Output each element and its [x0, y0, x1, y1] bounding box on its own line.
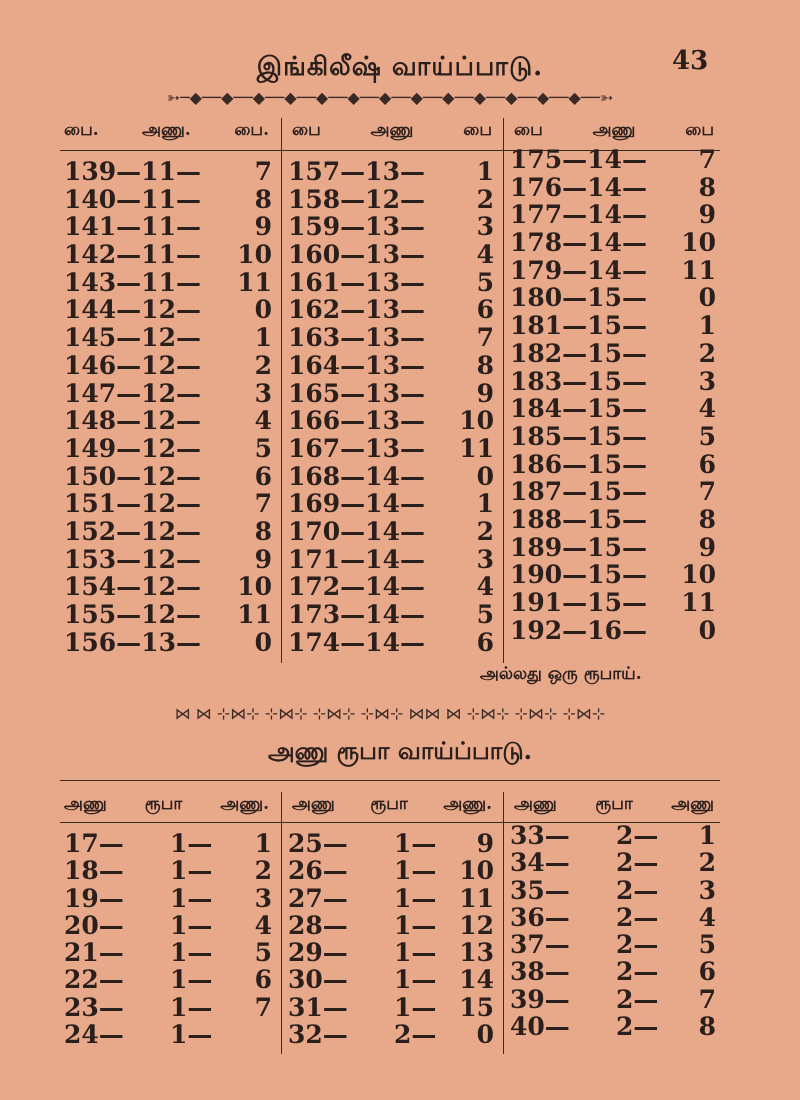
row-amount: 180—15— [510, 283, 647, 313]
table-row [288, 241, 494, 269]
table-row [510, 877, 716, 904]
table-row [288, 966, 494, 993]
row-anna-remainder: 14 [459, 965, 494, 995]
table2-column-3 [510, 822, 716, 1040]
row-amount: 187—15— [510, 477, 647, 507]
row-pie-value: 11 [681, 255, 716, 285]
row-amount: 190—15— [510, 560, 647, 590]
row-rupee: 2— [616, 984, 659, 1014]
row-pie-value: 2 [476, 516, 494, 546]
row-anna: 39— [510, 984, 570, 1014]
row-pie-value: 3 [698, 366, 716, 396]
row-anna-remainder: 2 [254, 856, 272, 886]
row-amount: 146—12— [64, 350, 201, 380]
top-ornament-rule: ➳─◆──◆──◆──◆──◆──◆──◆──◆──◆──◆──◆──◆──◆──➳ [166, 88, 614, 107]
row-amount: 175—14— [510, 145, 647, 174]
row-amount: 159—13— [288, 212, 425, 242]
row-anna-remainder: 5 [698, 930, 716, 960]
table2-header-2 [292, 794, 492, 816]
table-row [288, 463, 494, 491]
row-pie-value: 8 [476, 350, 494, 380]
page-title: இங்கிலீஷ் வாய்ப்பாடு. [256, 52, 544, 82]
table-row [288, 407, 494, 435]
row-pie-value: 0 [254, 295, 272, 325]
row-anna-remainder: 7 [254, 992, 272, 1022]
row-pie-value: 7 [254, 489, 272, 519]
table-row [288, 296, 494, 324]
row-anna-remainder: 11 [459, 883, 494, 913]
table-row [288, 158, 494, 186]
row-anna-remainder: 4 [254, 910, 272, 940]
table-row [510, 423, 716, 451]
table-row [510, 1013, 716, 1040]
header-cell: பை [292, 120, 321, 140]
row-anna-remainder: 6 [254, 965, 272, 995]
table-row [510, 617, 716, 645]
row-pie-value: 10 [237, 240, 272, 270]
row-amount: 174—14— [288, 627, 425, 657]
row-rupee: 2— [616, 902, 659, 932]
table1-column-1 [64, 158, 272, 656]
table-row [510, 904, 716, 931]
row-pie-value: 5 [476, 600, 494, 629]
row-anna: 24— [64, 1020, 124, 1050]
row-amount: 142—11— [64, 240, 201, 270]
row-pie-value: 0 [698, 283, 716, 313]
table1-column-3 [510, 146, 716, 644]
table-row [64, 158, 272, 186]
table-row [64, 857, 272, 884]
row-rupee: 1— [170, 965, 213, 995]
table-row [288, 629, 494, 657]
table-row [510, 229, 716, 257]
row-pie-value: 7 [698, 477, 716, 507]
row-anna: 40— [510, 1012, 570, 1042]
row-anna-remainder: 10 [459, 856, 494, 886]
row-anna-remainder: 9 [476, 829, 494, 858]
row-amount: 147—12— [64, 378, 201, 408]
row-pie-value: 5 [476, 267, 494, 297]
row-anna-remainder: 1 [698, 821, 716, 850]
section-subtitle: அணு ரூபா வாய்ப்பாடு. [267, 736, 533, 765]
header-cell: அணு. [142, 120, 191, 140]
table-row [64, 966, 272, 993]
row-amount: 161—13— [288, 267, 425, 297]
row-pie-value: 9 [254, 212, 272, 242]
row-pie-value: 9 [254, 544, 272, 574]
row-rupee: 1— [170, 883, 213, 913]
header-cell: அணு. [443, 794, 492, 814]
table-row [64, 324, 272, 352]
table-row [64, 629, 272, 657]
row-pie-value: 1 [254, 323, 272, 353]
table2-header-1 [64, 794, 269, 816]
row-anna: 18— [64, 856, 124, 886]
row-rupee: 1— [394, 992, 437, 1022]
row-rupee: 1— [170, 1020, 213, 1050]
table1-divider-2 [503, 118, 504, 663]
table-row [64, 830, 272, 857]
table-row [510, 340, 716, 368]
table-row [64, 1021, 272, 1048]
row-pie-value: 4 [476, 572, 494, 602]
table1-header-1 [64, 120, 269, 142]
table2-header-3 [514, 794, 714, 816]
row-amount: 165—13— [288, 378, 425, 408]
row-rupee: 2— [616, 821, 659, 850]
row-anna: 27— [288, 883, 348, 913]
table-row [288, 994, 494, 1021]
row-pie-value: 0 [476, 461, 494, 491]
row-rupee: 1— [394, 856, 437, 886]
header-cell: அணு [514, 794, 557, 814]
row-anna: 30— [288, 965, 348, 995]
table-row [510, 986, 716, 1013]
row-anna: 38— [510, 957, 570, 987]
table-row [510, 284, 716, 312]
row-amount: 141—11— [64, 212, 201, 242]
table-row [64, 546, 272, 574]
table-row [288, 546, 494, 574]
row-pie-value: 3 [476, 212, 494, 242]
table-row [64, 186, 272, 214]
row-amount: 184—15— [510, 394, 647, 424]
row-pie-value: 1 [698, 311, 716, 341]
row-amount: 160—13— [288, 240, 425, 270]
table-row [64, 269, 272, 297]
table-row [64, 435, 272, 463]
table1-column-2 [288, 158, 494, 656]
row-amount: 172—14— [288, 572, 425, 602]
row-amount: 179—14— [510, 255, 647, 285]
row-anna: 29— [288, 938, 348, 968]
row-amount: 167—13— [288, 433, 425, 463]
row-pie-value: 10 [681, 560, 716, 590]
row-rupee: 2— [616, 957, 659, 987]
row-pie-value: 10 [459, 406, 494, 436]
row-pie-value: 4 [698, 394, 716, 424]
row-amount: 150—12— [64, 461, 201, 491]
row-anna-remainder: 5 [254, 938, 272, 968]
table-row [64, 380, 272, 408]
row-rupee: 2— [616, 1012, 659, 1042]
row-pie-value: 4 [476, 240, 494, 270]
table-row [510, 368, 716, 396]
row-amount: 163—13— [288, 323, 425, 353]
row-amount: 168—14— [288, 461, 425, 491]
row-rupee: 1— [394, 883, 437, 913]
header-cell: அணு [292, 794, 335, 814]
row-amount: 181—15— [510, 311, 647, 341]
header-cell: அணு [592, 120, 636, 140]
row-amount: 171—14— [288, 544, 425, 574]
header-cell: அணு [370, 120, 414, 140]
row-pie-value: 1 [476, 157, 494, 186]
table-row [64, 573, 272, 601]
row-anna-remainder: 6 [698, 957, 716, 987]
row-rupee: 1— [394, 910, 437, 940]
row-anna: 23— [64, 992, 124, 1022]
middle-ornament-rule: ⋈ ⋈ ⊹⋈⊹ ⊹⋈⊹ ⊹⋈⊹ ⊹⋈⊹ ⋈⋈ ⋈ ⊹⋈⊹ ⊹⋈⊹ ⊹⋈⊹ [174, 704, 606, 723]
row-pie-value: 4 [254, 406, 272, 436]
row-anna-remainder: 2 [698, 848, 716, 878]
row-pie-value: 8 [254, 516, 272, 546]
header-cell: அணு [671, 794, 714, 814]
table-row [510, 174, 716, 202]
table-row [510, 312, 716, 340]
row-anna: 19— [64, 883, 124, 913]
header-cell: பை [514, 120, 543, 140]
row-rupee: 1— [170, 938, 213, 968]
table1-header-2 [292, 120, 492, 142]
row-pie-value: 9 [476, 378, 494, 408]
row-amount: 178—14— [510, 228, 647, 258]
row-anna: 32— [288, 1020, 348, 1050]
row-anna-remainder: 0 [476, 1020, 494, 1050]
row-anna: 28— [288, 910, 348, 940]
table-row [64, 490, 272, 518]
row-pie-value: 7 [698, 145, 716, 174]
table-row [288, 269, 494, 297]
row-amount: 176—14— [510, 172, 647, 202]
row-amount: 183—15— [510, 366, 647, 396]
row-rupee: 2— [394, 1020, 437, 1050]
row-rupee: 1— [394, 829, 437, 858]
table-row [64, 241, 272, 269]
row-amount: 169—14— [288, 489, 425, 519]
row-pie-value: 9 [698, 200, 716, 230]
row-amount: 185—15— [510, 421, 647, 451]
row-pie-value: 2 [698, 338, 716, 368]
row-amount: 152—12— [64, 516, 201, 546]
row-rupee: 2— [616, 875, 659, 905]
table-row [510, 561, 716, 589]
table2-column-1 [64, 830, 272, 1048]
row-anna: 26— [288, 856, 348, 886]
row-amount: 154—12— [64, 572, 201, 602]
table-row [288, 885, 494, 912]
table-row [64, 601, 272, 629]
row-amount: 191—15— [510, 588, 647, 617]
row-anna-remainder: 1 [254, 829, 272, 858]
table-row [288, 830, 494, 857]
row-amount: 155—12— [64, 600, 201, 629]
header-cell: ரூபா [595, 794, 633, 814]
table-row [288, 213, 494, 241]
row-anna: 20— [64, 910, 124, 940]
row-pie-value: 3 [476, 544, 494, 574]
row-amount: 173—14— [288, 600, 425, 629]
row-pie-value: 6 [476, 627, 494, 657]
table-row [510, 534, 716, 562]
row-rupee: 1— [394, 938, 437, 968]
table-row [64, 213, 272, 241]
row-anna-remainder: 8 [698, 1012, 716, 1042]
row-pie-value: 10 [681, 228, 716, 258]
table-row [510, 395, 716, 423]
row-amount: 192—16— [510, 615, 647, 645]
row-anna: 35— [510, 875, 570, 905]
row-rupee: 1— [170, 829, 213, 858]
row-pie-value: 10 [237, 572, 272, 602]
row-pie-value: 11 [459, 433, 494, 463]
row-pie-value: 0 [698, 615, 716, 645]
table-row [510, 201, 716, 229]
row-pie-value: 7 [476, 323, 494, 353]
row-anna-remainder: 12 [459, 910, 494, 940]
header-cell: ரூபா [144, 794, 183, 814]
header-cell: ரூபா [370, 794, 408, 814]
table-row [288, 518, 494, 546]
row-amount: 188—15— [510, 504, 647, 534]
table-row [510, 958, 716, 985]
row-pie-value: 8 [254, 184, 272, 214]
table2-divider-2 [503, 792, 504, 1054]
header-cell: பை [685, 120, 714, 140]
table-row [288, 435, 494, 463]
row-rupee: 1— [170, 992, 213, 1022]
row-amount: 189—15— [510, 532, 647, 562]
row-pie-value: 3 [254, 378, 272, 408]
table-row [510, 589, 716, 617]
row-pie-value: 0 [254, 627, 272, 657]
table-row [510, 451, 716, 479]
table-row [288, 380, 494, 408]
row-amount: 166—13— [288, 406, 425, 436]
row-pie-value: 2 [476, 184, 494, 214]
table1-note: அல்லது ஒரு ரூபாய். [480, 664, 642, 684]
table-row [64, 912, 272, 939]
table2-top-rule [60, 780, 720, 781]
row-pie-value: 6 [476, 295, 494, 325]
row-pie-value: 5 [254, 433, 272, 463]
row-rupee: 1— [170, 910, 213, 940]
table1-header-3 [514, 120, 714, 142]
table-row [64, 352, 272, 380]
row-rupee: 2— [616, 930, 659, 960]
table-row [288, 939, 494, 966]
row-amount: 162—13— [288, 295, 425, 325]
row-pie-value: 2 [254, 350, 272, 380]
row-anna-remainder: 4 [698, 902, 716, 932]
row-rupee: 1— [170, 856, 213, 886]
row-pie-value: 11 [237, 267, 272, 297]
table-row [64, 885, 272, 912]
table-row [288, 186, 494, 214]
table-row [64, 407, 272, 435]
row-amount: 145—12— [64, 323, 201, 353]
table-row [288, 324, 494, 352]
row-amount: 186—15— [510, 449, 647, 479]
header-cell: அணு [64, 794, 107, 814]
row-amount: 156—13— [64, 627, 201, 657]
row-amount: 158—12— [288, 184, 425, 214]
table-row [288, 573, 494, 601]
row-rupee: 1— [394, 965, 437, 995]
row-anna: 22— [64, 965, 124, 995]
table-row [510, 931, 716, 958]
header-cell: அணு. [220, 794, 269, 814]
row-anna: 36— [510, 902, 570, 932]
row-amount: 148—12— [64, 406, 201, 436]
row-pie-value: 9 [698, 532, 716, 562]
page-number: 43 [672, 46, 709, 76]
row-anna: 31— [288, 992, 348, 1022]
table-row [510, 146, 716, 174]
row-anna: 25— [288, 829, 348, 858]
row-pie-value: 5 [698, 421, 716, 451]
table2-column-2 [288, 830, 494, 1048]
row-anna-remainder: 3 [254, 883, 272, 913]
row-anna: 34— [510, 848, 570, 878]
row-pie-value: 8 [698, 172, 716, 202]
header-cell: பை [463, 120, 492, 140]
row-pie-value: 7 [254, 157, 272, 186]
table-row [510, 478, 716, 506]
row-anna-remainder: 7 [698, 984, 716, 1014]
row-amount: 177—14— [510, 200, 647, 230]
row-amount: 153—12— [64, 544, 201, 574]
table-row [64, 994, 272, 1021]
row-amount: 144—12— [64, 295, 201, 325]
row-amount: 164—13— [288, 350, 425, 380]
row-amount: 140—11— [64, 184, 201, 214]
row-amount: 139—11— [64, 157, 201, 186]
table-row [288, 1021, 494, 1048]
row-amount: 151—12— [64, 489, 201, 519]
row-anna: 21— [64, 938, 124, 968]
row-amount: 182—15— [510, 338, 647, 368]
row-pie-value: 6 [254, 461, 272, 491]
table-row [288, 490, 494, 518]
table-row [288, 601, 494, 629]
table1-divider-1 [281, 118, 282, 663]
row-pie-value: 1 [476, 489, 494, 519]
row-anna: 33— [510, 821, 570, 850]
row-amount: 170—14— [288, 516, 425, 546]
row-pie-value: 11 [681, 588, 716, 617]
table-row [510, 257, 716, 285]
table-row [510, 506, 716, 534]
table-row [64, 296, 272, 324]
header-cell: பை. [234, 120, 269, 140]
row-anna: 37— [510, 930, 570, 960]
row-rupee: 2— [616, 848, 659, 878]
table-row [288, 352, 494, 380]
row-pie-value: 11 [237, 600, 272, 629]
table-row [510, 849, 716, 876]
table-row [288, 912, 494, 939]
row-amount: 149—12— [64, 433, 201, 463]
row-anna: 17— [64, 829, 124, 858]
row-pie-value: 6 [698, 449, 716, 479]
table-row [64, 463, 272, 491]
row-anna-remainder: 13 [459, 938, 494, 968]
row-amount: 157—13— [288, 157, 425, 186]
table-row [510, 822, 716, 849]
table-row [288, 857, 494, 884]
table2-divider-1 [281, 792, 282, 1054]
table-row [64, 939, 272, 966]
header-cell: பை. [64, 120, 99, 140]
row-pie-value: 8 [698, 504, 716, 534]
row-anna-remainder: 15 [459, 992, 494, 1022]
row-amount: 143—11— [64, 267, 201, 297]
table-row [64, 518, 272, 546]
row-anna-remainder: 3 [698, 875, 716, 905]
